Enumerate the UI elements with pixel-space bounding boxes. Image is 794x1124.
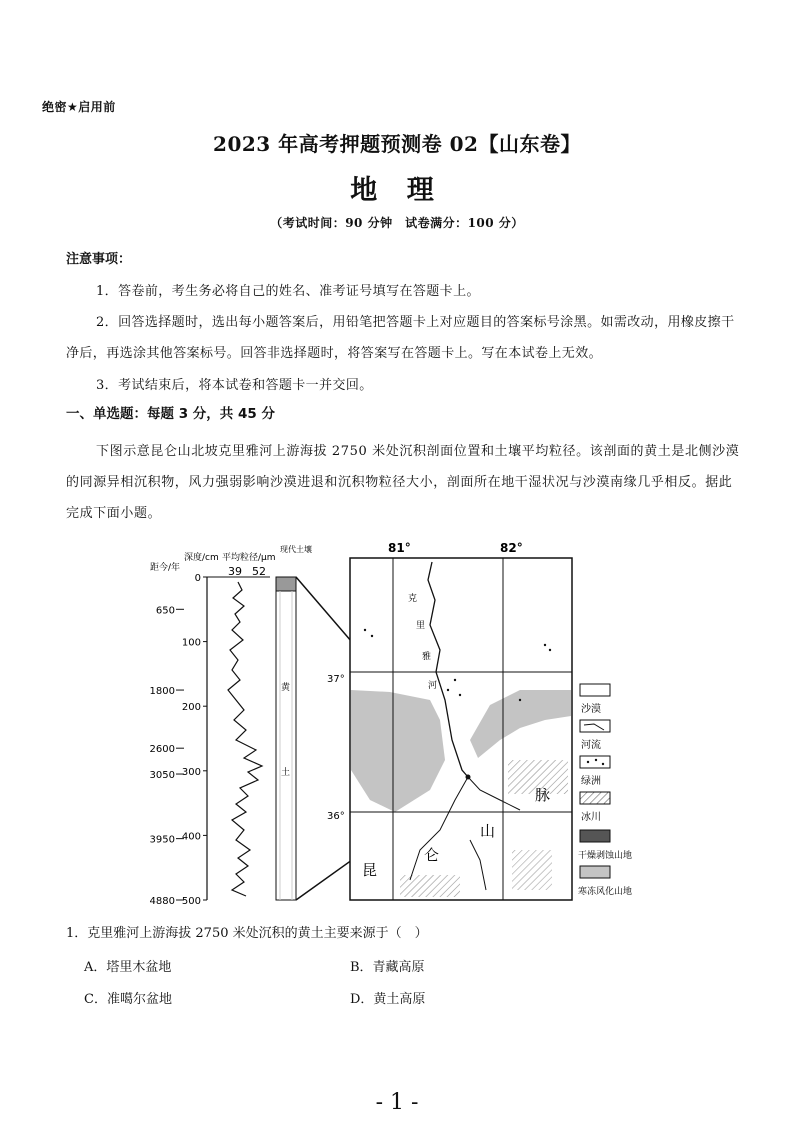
depth-axis-label: 深度/cm xyxy=(184,553,219,563)
section-heading: 一、单选题：每题 3 分，共 45 分 xyxy=(66,406,275,422)
loess-label: 土 xyxy=(281,768,291,778)
question-stem: 1．克里雅河上游海拔 2750 米处沉积的黄土主要来源于（ ） xyxy=(66,926,428,941)
modern-soil-label: 现代土壤 xyxy=(280,545,312,554)
latitude-label: 37° xyxy=(327,674,345,685)
exam-info: （考试时间：90 分钟 试卷满分：100 分） xyxy=(270,216,524,230)
option-d[interactable]: D．黄土高原 xyxy=(350,992,426,1007)
legend-swatch-oasis xyxy=(580,756,610,768)
exam-title: 2023 年高考押题预测卷 02【山东卷】 xyxy=(213,132,581,156)
age-axis-label: 距今/年 xyxy=(150,563,181,573)
page-number: - 1 - xyxy=(375,1090,419,1115)
legend-swatch-glacier xyxy=(580,792,610,804)
age-tick-label: 4880 xyxy=(149,896,175,907)
legend-swatch-desert xyxy=(580,684,610,696)
loess-label: 黄 xyxy=(281,683,291,693)
modern-soil-layer xyxy=(276,577,296,591)
option-c[interactable]: C．准噶尔盆地 xyxy=(84,992,172,1007)
legend-label: 沙漠 xyxy=(581,704,601,715)
mountain-name-char: 山 xyxy=(480,822,496,840)
river-name-char: 里 xyxy=(416,621,426,631)
profile-location-marker xyxy=(466,775,471,780)
age-tick-label: 3050 xyxy=(149,770,175,782)
grain-tick: 52 xyxy=(252,565,266,578)
notice-item: 1．答卷前，考生务必将自己的姓名、准考证号填写在答题卡上。 xyxy=(96,284,480,299)
legend-swatch-cold-weathering xyxy=(580,866,610,878)
legend-swatch-river xyxy=(580,720,610,732)
question-intro: 下图示意昆仑山北坡克里雅河上游海拔 2750 米处沉积剖面位置和土壤平均粒径。该剖面的黄土是北侧沙漠的同源异相沉积物，风力强弱影响沙漠进退和沉积物粒径大小，剖面所在地干湿状况与沙漠南缘几乎相反。据此完成下面小题。 xyxy=(66,444,740,521)
depth-tick-label: 500 xyxy=(181,896,201,907)
age-ticks xyxy=(150,605,184,907)
soil-column xyxy=(276,577,296,900)
depth-tick-label: 100 xyxy=(181,637,201,649)
longitude-label: 81° xyxy=(388,541,411,555)
grain-tick: 39 xyxy=(228,565,242,578)
legend-label: 绿洲 xyxy=(581,776,601,787)
mountain-name-char: 脉 xyxy=(535,786,551,804)
legend-label: 河流 xyxy=(581,740,601,751)
age-tick-label: 1800 xyxy=(149,686,175,698)
legend-label: 干燥剥蚀山地 xyxy=(578,851,633,861)
secret-mark: 绝密★启用前 xyxy=(42,100,116,114)
mountain-name-char: 昆 xyxy=(362,861,378,879)
age-tick-label: 650 xyxy=(155,605,175,617)
grain-axis-label: 平均粒径/μm xyxy=(222,553,276,563)
depth-tick-label: 400 xyxy=(181,831,201,843)
map-legend xyxy=(578,684,632,897)
subject-title: 地 理 xyxy=(350,175,444,206)
notice-item: 2．回答选择题时，选出每小题答案后，用铅笔把答题卡上对应题目的答案标号涂黑。如需改动，用橡皮擦干净后，再选涂其他答案标号。回答非选择题时，将答案写在答题卡上。写在本试卷上无效。 xyxy=(66,315,735,361)
location-map xyxy=(327,541,572,900)
depth-tick-label: 200 xyxy=(181,702,201,714)
depth-ticks xyxy=(182,573,207,907)
longitude-label: 82° xyxy=(500,541,523,555)
river-name-char: 雅 xyxy=(422,652,432,662)
depth-tick-label: 0 xyxy=(194,573,201,584)
latitude-label: 36° xyxy=(327,811,345,822)
river-name-char: 克 xyxy=(408,594,418,604)
notice-heading: 注意事项： xyxy=(66,252,132,267)
glacier-area xyxy=(512,850,552,890)
legend-swatch-dry-denudation xyxy=(580,830,610,842)
legend-label: 冰川 xyxy=(581,812,601,823)
notice-item: 3．考试结束后，将本试卷和答题卡一并交回。 xyxy=(96,378,373,393)
legend-label: 寒冻风化山地 xyxy=(578,887,633,897)
age-tick-label: 3950 xyxy=(149,834,175,846)
option-b[interactable]: B．青藏高原 xyxy=(350,960,425,975)
option-a[interactable]: A．塔里木盆地 xyxy=(84,960,172,975)
mountain-name-char: 仑 xyxy=(424,846,440,864)
age-tick-label: 2600 xyxy=(149,744,175,756)
figure xyxy=(0,530,794,910)
glacier-area xyxy=(400,875,460,897)
profile-chart xyxy=(150,544,312,907)
river-name-char: 河 xyxy=(428,681,438,691)
grain-size-curve xyxy=(228,582,262,896)
depth-tick-label: 300 xyxy=(181,766,201,778)
